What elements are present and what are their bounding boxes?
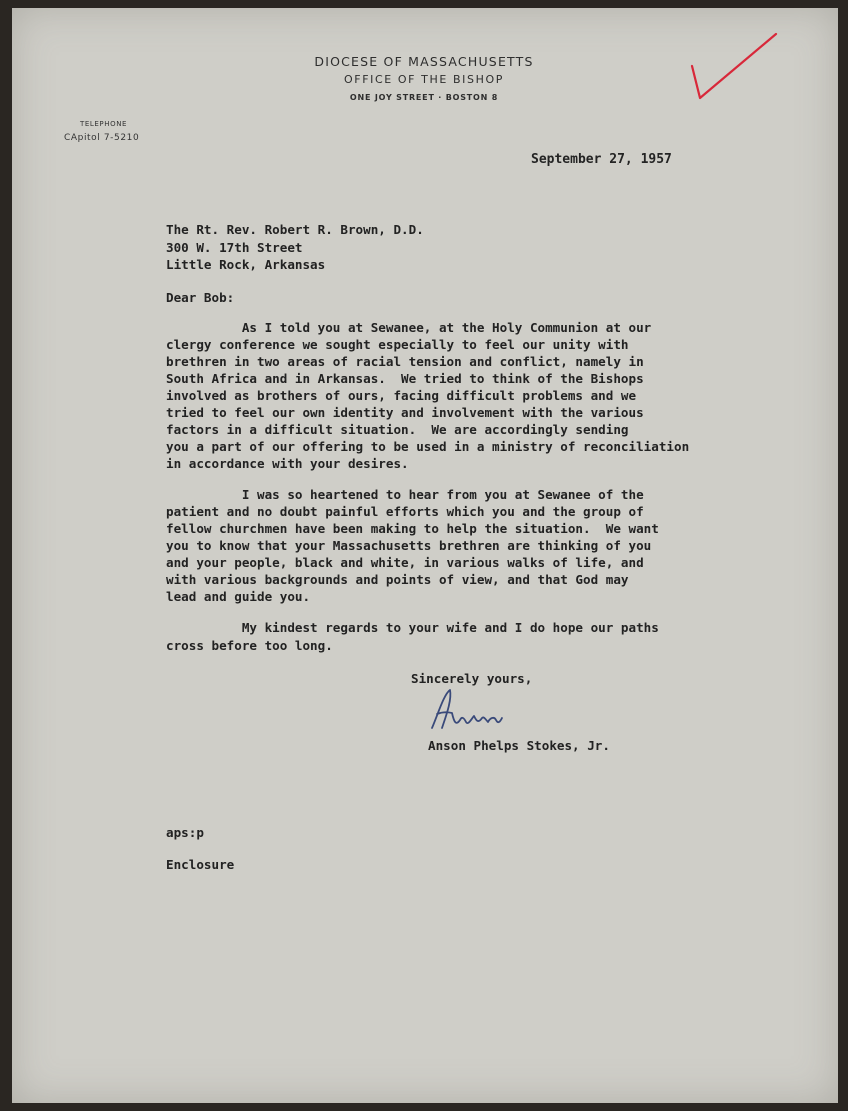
body-line: and your people, black and white, in various walks of life, and <box>166 555 644 570</box>
signer-name: Anson Phelps Stokes, Jr. <box>428 738 610 753</box>
body-line: tried to feel our own identity and involvement with the various <box>166 405 644 420</box>
telephone-number: CApitol 7-5210 <box>64 133 140 143</box>
letterhead-address: ONE JOY STREET · BOSTON 8 <box>349 93 499 102</box>
recipient-line: Little Rock, Arkansas <box>166 257 326 272</box>
body-line: brethren in two areas of racial tension and conflict, namely in <box>166 354 644 369</box>
letterhead-org: DIOCESE OF MASSACHUSETTS <box>314 54 534 69</box>
red-check-mark-icon <box>690 28 780 108</box>
body-line: My kindest regards to your wife and I do hope our paths <box>166 620 659 635</box>
body-line: you a part of our offering to be used in a ministry of reconciliation <box>166 439 690 454</box>
letter-date: September 27, 1957 <box>531 152 672 167</box>
body-line: factors in a difficult situation. We are accordingly sending <box>166 422 629 437</box>
body-line: fellow churchmen have been making to help the situation. We want <box>166 521 659 536</box>
body-line: cross before too long. <box>166 638 333 653</box>
body-line: South Africa and in Arkansas. We tried to think of the Bishops <box>166 371 644 386</box>
body-line: I was so heartened to hear from you at Sewanee of the <box>166 487 644 502</box>
body-line: with various backgrounds and points of view, and that God may <box>166 572 629 587</box>
body-line: patient and no doubt painful efforts which you and the group of <box>166 504 644 519</box>
recipient-line: The Rt. Rev. Robert R. Brown, D.D. <box>166 222 424 237</box>
typist-initials: aps:p <box>166 825 204 840</box>
enclosure-note: Enclosure <box>166 857 235 872</box>
body-line: clergy conference we sought especially to feel our unity with <box>166 337 629 352</box>
body-line: As I told you at Sewanee, at the Holy Communion at our <box>166 320 652 335</box>
recipient-line: 300 W. 17th Street <box>166 240 303 255</box>
body-line: involved as brothers of ours, facing difficult problems and we <box>166 388 637 403</box>
telephone-label: TELEPHONE <box>80 120 128 128</box>
handwritten-signature <box>428 686 508 734</box>
letterhead-office: OFFICE OF THE BISHOP <box>344 73 504 86</box>
body-line: in accordance with your desires. <box>166 456 409 471</box>
body-line: lead and guide you. <box>166 589 311 604</box>
salutation: Dear Bob: <box>166 290 235 305</box>
closing: Sincerely yours, <box>411 671 533 686</box>
body-line: you to know that your Massachusetts brethren are thinking of you <box>166 538 652 553</box>
